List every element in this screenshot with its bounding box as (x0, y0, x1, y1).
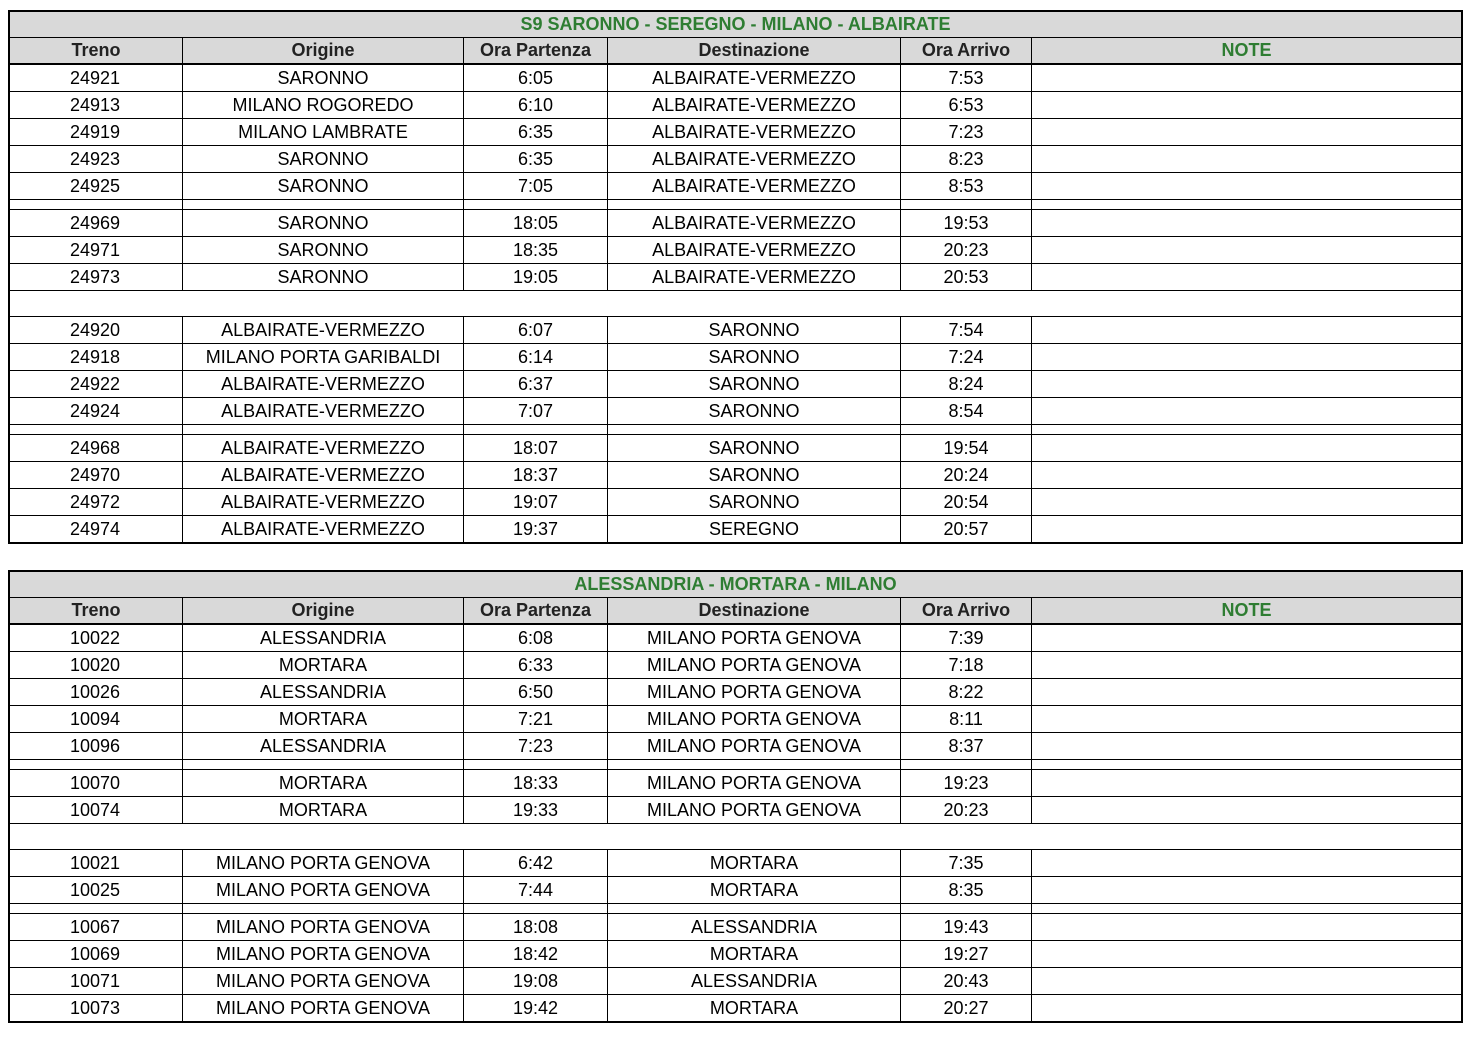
destination-cell: SARONNO (608, 398, 901, 425)
arrival-time-cell: 20:23 (901, 797, 1032, 824)
departure-time-cell: 19:42 (464, 995, 608, 1022)
origin-cell: MILANO PORTA GENOVA (183, 995, 464, 1022)
destination-cell: MILANO PORTA GENOVA (608, 706, 901, 733)
departure-time-cell: 18:07 (464, 435, 608, 462)
note-cell (1032, 92, 1462, 119)
note-cell (1032, 624, 1462, 652)
table-row (10, 850, 1461, 877)
destination-cell: ALBAIRATE-VERMEZZO (608, 119, 901, 146)
departure-time-cell: 6:08 (464, 624, 608, 652)
origin-cell: SARONNO (183, 237, 464, 264)
arrival-time-cell: 8:37 (901, 733, 1032, 760)
arrival-time-cell: 7:39 (901, 624, 1032, 652)
origin-cell: ALBAIRATE-VERMEZZO (183, 462, 464, 489)
note-cell (1032, 968, 1462, 995)
origin-cell: MORTARA (183, 706, 464, 733)
col-origine: Origine (183, 598, 464, 624)
arrival-time-cell: 8:23 (901, 146, 1032, 173)
origin-cell: SARONNO (183, 210, 464, 237)
departure-time-cell: 19:33 (464, 797, 608, 824)
train-number-cell: 24974 (10, 516, 183, 543)
destination-cell: SARONNO (608, 462, 901, 489)
origin-cell: MORTARA (183, 770, 464, 797)
destination-cell: MILANO PORTA GENOVA (608, 797, 901, 824)
departure-time-cell: 6:33 (464, 652, 608, 679)
group-separator (10, 824, 1461, 850)
table-row (10, 371, 1461, 398)
table-row (10, 516, 1461, 543)
train-number-cell: 10074 (10, 797, 183, 824)
arrival-time-cell: 19:23 (901, 770, 1032, 797)
arrival-time-cell: 19:54 (901, 435, 1032, 462)
departure-time-cell: 7:07 (464, 398, 608, 425)
origin-cell: ALESSANDRIA (183, 624, 464, 652)
arrival-time-cell: 20:54 (901, 489, 1032, 516)
table-row (10, 968, 1461, 995)
note-cell (1032, 995, 1462, 1022)
destination-cell: MILANO PORTA GENOVA (608, 733, 901, 760)
departure-time-cell: 18:08 (464, 914, 608, 941)
note-cell (1032, 119, 1462, 146)
note-cell (1032, 770, 1462, 797)
destination-cell: SARONNO (608, 489, 901, 516)
table-row (10, 398, 1461, 425)
origin-cell: ALESSANDRIA (183, 733, 464, 760)
note-cell (1032, 850, 1462, 877)
timetable (10, 38, 1461, 542)
train-number-cell: 24970 (10, 462, 183, 489)
col-ora-partenza: Ora Partenza (464, 598, 608, 624)
table-row (10, 797, 1461, 824)
train-number-cell: 24968 (10, 435, 183, 462)
note-cell (1032, 679, 1462, 706)
arrival-time-cell: 20:53 (901, 264, 1032, 291)
departure-time-cell: 6:35 (464, 119, 608, 146)
table-row (10, 624, 1461, 652)
note-cell (1032, 435, 1462, 462)
origin-cell: SARONNO (183, 146, 464, 173)
table-row (10, 770, 1461, 797)
origin-cell: MORTARA (183, 652, 464, 679)
col-origine: Origine (183, 38, 464, 64)
arrival-time-cell: 19:43 (901, 914, 1032, 941)
train-number-cell: 24923 (10, 146, 183, 173)
train-number-cell: 10026 (10, 679, 183, 706)
departure-time-cell: 18:35 (464, 237, 608, 264)
train-number-cell: 10020 (10, 652, 183, 679)
col-destinazione: Destinazione (608, 598, 901, 624)
note-cell (1032, 914, 1462, 941)
destination-cell: MILANO PORTA GENOVA (608, 624, 901, 652)
header-row (10, 38, 1461, 64)
origin-cell: ALBAIRATE-VERMEZZO (183, 371, 464, 398)
destination-cell: SEREGNO (608, 516, 901, 543)
arrival-time-cell: 7:54 (901, 317, 1032, 344)
destination-cell: MORTARA (608, 941, 901, 968)
destination-cell: SARONNO (608, 317, 901, 344)
note-cell (1032, 706, 1462, 733)
col-ora-partenza: Ora Partenza (464, 38, 608, 64)
departure-time-cell: 18:42 (464, 941, 608, 968)
timetable-body (10, 64, 1461, 542)
note-cell (1032, 797, 1462, 824)
train-number-cell: 24969 (10, 210, 183, 237)
table-row (10, 995, 1461, 1022)
table-row (10, 317, 1461, 344)
departure-time-cell: 6:50 (464, 679, 608, 706)
note-cell (1032, 877, 1462, 904)
table-row (10, 344, 1461, 371)
table-row (10, 877, 1461, 904)
arrival-time-cell: 7:35 (901, 850, 1032, 877)
arrival-time-cell: 20:23 (901, 237, 1032, 264)
arrival-time-cell: 8:11 (901, 706, 1032, 733)
arrival-time-cell: 7:24 (901, 344, 1032, 371)
table-row (10, 119, 1461, 146)
arrival-time-cell: 20:24 (901, 462, 1032, 489)
origin-cell: MORTARA (183, 797, 464, 824)
departure-time-cell: 7:23 (464, 733, 608, 760)
origin-cell: MILANO PORTA GENOVA (183, 850, 464, 877)
table-row (10, 173, 1461, 200)
train-number-cell: 10073 (10, 995, 183, 1022)
origin-cell: SARONNO (183, 64, 464, 92)
col-treno: Treno (10, 38, 183, 64)
arrival-time-cell: 20:43 (901, 968, 1032, 995)
departure-time-cell: 19:08 (464, 968, 608, 995)
destination-cell: MILANO PORTA GENOVA (608, 652, 901, 679)
train-number-cell: 24925 (10, 173, 183, 200)
departure-time-cell: 18:33 (464, 770, 608, 797)
table-row (10, 941, 1461, 968)
train-number-cell: 10070 (10, 770, 183, 797)
col-ora-arrivo: Ora Arrivo (901, 598, 1032, 624)
note-cell (1032, 652, 1462, 679)
train-number-cell: 10067 (10, 914, 183, 941)
train-number-cell: 24924 (10, 398, 183, 425)
arrival-time-cell: 8:24 (901, 371, 1032, 398)
train-number-cell: 24922 (10, 371, 183, 398)
arrival-time-cell: 8:54 (901, 398, 1032, 425)
col-treno: Treno (10, 598, 183, 624)
group-separator (10, 425, 1461, 435)
schedule-title: S9 SARONNO - SEREGNO - MILANO - ALBAIRATE (10, 12, 1461, 38)
arrival-time-cell: 7:18 (901, 652, 1032, 679)
table-row (10, 435, 1461, 462)
origin-cell: MILANO PORTA GENOVA (183, 968, 464, 995)
group-separator (10, 760, 1461, 770)
note-cell (1032, 344, 1462, 371)
arrival-time-cell: 19:53 (901, 210, 1032, 237)
col-note: NOTE (1032, 598, 1462, 624)
table-row (10, 210, 1461, 237)
note-cell (1032, 489, 1462, 516)
train-number-cell: 24920 (10, 317, 183, 344)
table-row (10, 146, 1461, 173)
departure-time-cell: 6:42 (464, 850, 608, 877)
origin-cell: MILANO ROGOREDO (183, 92, 464, 119)
note-cell (1032, 146, 1462, 173)
destination-cell: MORTARA (608, 850, 901, 877)
col-ora-arrivo: Ora Arrivo (901, 38, 1032, 64)
table-row (10, 733, 1461, 760)
departure-time-cell: 6:05 (464, 64, 608, 92)
origin-cell: ALBAIRATE-VERMEZZO (183, 435, 464, 462)
col-destinazione: Destinazione (608, 38, 901, 64)
table-row (10, 237, 1461, 264)
train-number-cell: 10022 (10, 624, 183, 652)
origin-cell: ALESSANDRIA (183, 679, 464, 706)
departure-time-cell: 18:05 (464, 210, 608, 237)
destination-cell: MILANO PORTA GENOVA (608, 770, 901, 797)
table-row (10, 652, 1461, 679)
schedule-s9 (8, 10, 1463, 544)
departure-time-cell: 7:05 (464, 173, 608, 200)
timetable-body (10, 624, 1461, 1021)
origin-cell: SARONNO (183, 173, 464, 200)
departure-time-cell: 6:37 (464, 371, 608, 398)
header-row (10, 598, 1461, 624)
note-cell (1032, 941, 1462, 968)
origin-cell: MILANO PORTA GARIBALDI (183, 344, 464, 371)
origin-cell: SARONNO (183, 264, 464, 291)
note-cell (1032, 237, 1462, 264)
arrival-time-cell: 20:57 (901, 516, 1032, 543)
group-separator (10, 200, 1461, 210)
schedule-alessandria (8, 570, 1463, 1023)
departure-time-cell: 7:21 (464, 706, 608, 733)
departure-time-cell: 7:44 (464, 877, 608, 904)
train-number-cell: 24921 (10, 64, 183, 92)
table-row (10, 264, 1461, 291)
table-row (10, 679, 1461, 706)
departure-time-cell: 6:07 (464, 317, 608, 344)
note-cell (1032, 264, 1462, 291)
destination-cell: ALBAIRATE-VERMEZZO (608, 210, 901, 237)
arrival-time-cell: 7:53 (901, 64, 1032, 92)
destination-cell: SARONNO (608, 435, 901, 462)
origin-cell: MILANO PORTA GENOVA (183, 914, 464, 941)
departure-time-cell: 19:37 (464, 516, 608, 543)
origin-cell: ALBAIRATE-VERMEZZO (183, 398, 464, 425)
train-number-cell: 24913 (10, 92, 183, 119)
departure-time-cell: 19:07 (464, 489, 608, 516)
train-number-cell: 10021 (10, 850, 183, 877)
origin-cell: MILANO PORTA GENOVA (183, 941, 464, 968)
schedule-title: ALESSANDRIA - MORTARA - MILANO (10, 572, 1461, 598)
note-cell (1032, 398, 1462, 425)
train-number-cell: 10071 (10, 968, 183, 995)
train-number-cell: 10094 (10, 706, 183, 733)
train-number-cell: 10096 (10, 733, 183, 760)
note-cell (1032, 371, 1462, 398)
destination-cell: MORTARA (608, 995, 901, 1022)
note-cell (1032, 462, 1462, 489)
destination-cell: ALESSANDRIA (608, 968, 901, 995)
note-cell (1032, 173, 1462, 200)
arrival-time-cell: 8:53 (901, 173, 1032, 200)
arrival-time-cell: 19:27 (901, 941, 1032, 968)
train-number-cell: 24973 (10, 264, 183, 291)
destination-cell: ALBAIRATE-VERMEZZO (608, 64, 901, 92)
arrival-time-cell: 20:27 (901, 995, 1032, 1022)
destination-cell: MILANO PORTA GENOVA (608, 679, 901, 706)
destination-cell: ALBAIRATE-VERMEZZO (608, 237, 901, 264)
origin-cell: ALBAIRATE-VERMEZZO (183, 516, 464, 543)
note-cell (1032, 733, 1462, 760)
group-separator (10, 904, 1461, 914)
departure-time-cell: 6:14 (464, 344, 608, 371)
destination-cell: ALBAIRATE-VERMEZZO (608, 264, 901, 291)
destination-cell: ALESSANDRIA (608, 914, 901, 941)
note-cell (1032, 516, 1462, 543)
table-row (10, 489, 1461, 516)
destination-cell: SARONNO (608, 344, 901, 371)
destination-cell: ALBAIRATE-VERMEZZO (608, 92, 901, 119)
departure-time-cell: 6:10 (464, 92, 608, 119)
note-cell (1032, 64, 1462, 92)
origin-cell: ALBAIRATE-VERMEZZO (183, 489, 464, 516)
departure-time-cell: 6:35 (464, 146, 608, 173)
arrival-time-cell: 6:53 (901, 92, 1032, 119)
table-row (10, 706, 1461, 733)
arrival-time-cell: 7:23 (901, 119, 1032, 146)
arrival-time-cell: 8:22 (901, 679, 1032, 706)
train-number-cell: 24971 (10, 237, 183, 264)
train-number-cell: 24919 (10, 119, 183, 146)
destination-cell: SARONNO (608, 371, 901, 398)
train-number-cell: 10069 (10, 941, 183, 968)
departure-time-cell: 19:05 (464, 264, 608, 291)
train-number-cell: 24918 (10, 344, 183, 371)
origin-cell: MILANO LAMBRATE (183, 119, 464, 146)
table-row (10, 64, 1461, 92)
table-row (10, 914, 1461, 941)
departure-time-cell: 18:37 (464, 462, 608, 489)
destination-cell: MORTARA (608, 877, 901, 904)
timetable (10, 598, 1461, 1021)
group-separator (10, 291, 1461, 317)
destination-cell: ALBAIRATE-VERMEZZO (608, 146, 901, 173)
note-cell (1032, 210, 1462, 237)
origin-cell: MILANO PORTA GENOVA (183, 877, 464, 904)
arrival-time-cell: 8:35 (901, 877, 1032, 904)
train-number-cell: 10025 (10, 877, 183, 904)
destination-cell: ALBAIRATE-VERMEZZO (608, 173, 901, 200)
train-number-cell: 24972 (10, 489, 183, 516)
note-cell (1032, 317, 1462, 344)
origin-cell: ALBAIRATE-VERMEZZO (183, 317, 464, 344)
table-row (10, 92, 1461, 119)
table-row (10, 462, 1461, 489)
col-note: NOTE (1032, 38, 1462, 64)
